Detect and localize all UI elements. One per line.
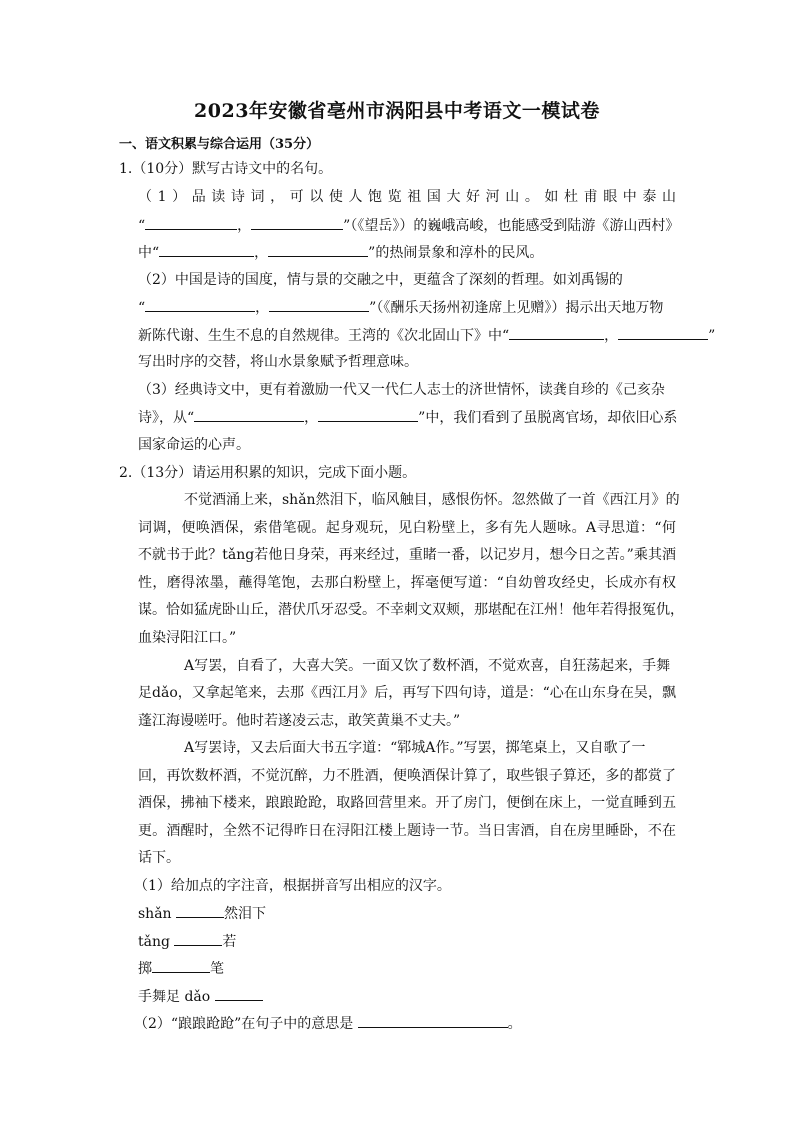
answer-blank[interactable] [251, 215, 343, 230]
answer-blank[interactable] [145, 215, 237, 230]
page-title: 2023年安徽省亳州市涡阳县中考语文一模试卷 [194, 100, 600, 122]
passage-line: 词调，便唤酒保，索借笔砚。起身观玩，见白粉壁上，多有先人题咏。A寻思道：“何 [138, 520, 676, 536]
answer-blank[interactable] [174, 931, 222, 946]
subquestion-2: （2）“踉踉跄跄”在句子中的意思是 。 [134, 1013, 522, 1034]
question-2-heading: 2.（13分）请运用积累的知识，完成下面小题。 [119, 465, 417, 481]
fill-item: 手舞足 dǎo [138, 986, 263, 1007]
answer-blank[interactable] [618, 325, 708, 340]
q1-part2-line1: （2）中国是诗的国度，情与景的交融之中，更蕴含了深刻的哲理。如刘禹锡的 [138, 272, 623, 288]
answer-blank[interactable] [176, 903, 224, 918]
section-heading: 一、语文积累与综合运用（35分） [119, 137, 320, 152]
answer-blank[interactable] [215, 986, 263, 1001]
q1-part1-line2: “ ， ”（《望岳》）的巍峨高峻，也能感受到陆游《游山西村》 [138, 215, 679, 236]
passage-line: 不觉酒涌上来，shǎn然泪下，临风触目，感恨伤怀。忽然做了一首《西江月》的 [184, 492, 680, 508]
passage-line: 回，再饮数杯酒，不觉沉醉，力不胜酒，便唤酒保计算了，取些银子算还，多的都赏了 [138, 768, 676, 784]
q1-part3-line3: 国家命运的心声。 [138, 437, 250, 453]
question-1-heading: 1.（10分）默写古诗文中的名句。 [119, 161, 333, 177]
fill-item: 掷 笔 [138, 958, 224, 979]
passage-line: 不就书于此？tǎng若他日身荣，再来经过，重睹一番，以记岁月，想今日之苦。”乘其酒 [138, 547, 676, 563]
answer-blank[interactable] [194, 407, 304, 422]
passage-line: 话下。 [138, 850, 180, 866]
answer-blank[interactable] [159, 242, 254, 257]
passage-line: A写罢诗，又去后面大书五字道：“郓城A作。”写罢，掷笔桌上，又自歌了一 [184, 740, 646, 756]
passage-line: 性，磨得浓墨，蘸得笔饱，去那白粉壁上，挥毫便写道：“自幼曾攻经史，长成亦有权 [138, 575, 676, 591]
subquestion-1: （1）给加点的字注音，根据拼音写出相应的汉字。 [134, 878, 451, 894]
q1-part2-line2: “ ， ”（《酬乐天扬州初逢席上见赠》）揭示出天地万物 [138, 297, 663, 318]
passage-line: 更。酒醒时，全然不记得昨日在浔阳江楼上题诗一节。当日害酒，自在房里睡卧，不在 [138, 823, 676, 839]
passage-line: 足dǎo，又拿起笔来，去那《西江月》后，再写下四句诗，道是：“心在山东身在吴，飘 [138, 685, 676, 701]
passage-line: A写罢，自看了，大喜大笑。一面又饮了数杯酒，不觉欢喜，自狂荡起来，手舞 [184, 658, 671, 674]
answer-blank[interactable] [152, 958, 210, 973]
q1-part2-line4: 写出时序的交替，将山水景象赋予哲理意味。 [138, 354, 418, 370]
answer-blank[interactable] [269, 297, 369, 312]
passage-line: 酒保，拂袖下楼来，踉踉跄跄，取路回营里来。开了房门，便倒在床上，一觉直睡到五 [138, 795, 676, 811]
answer-blank[interactable] [268, 242, 368, 257]
answer-blank[interactable] [358, 1013, 508, 1028]
passage-line: 蓬江海谩嗟吁。他时若遂凌云志，敢笑黄巢不丈夫。” [138, 713, 461, 729]
q1-part3-line2: 诗》，从“ ， ”中，我们看到了虽脱离官场，却依旧心系 [138, 407, 677, 428]
q1-part2-line3: 新陈代谢、生生不息的自然规律。王湾的《次北固山下》中“ ， ” [138, 325, 715, 346]
q1-part1-line3: 中“ ， ”的热闹景象和淳朴的民风。 [138, 242, 543, 263]
fill-item: shǎn 然泪下 [138, 903, 266, 924]
answer-blank[interactable] [509, 325, 604, 340]
answer-blank[interactable] [318, 407, 418, 422]
passage-line: 谋。恰如猛虎卧山丘，潜伏爪牙忍受。不幸刺文双颊，那堪配在江州！他年若得报冤仇， [138, 602, 684, 618]
q1-part1-line1: （1）品读诗词，可以使人饱览祖国大好河山。如杜甫眼中泰山 [138, 189, 676, 205]
answer-blank[interactable] [145, 297, 255, 312]
q1-part3-line1: （3）经典诗文中，更有着激励一代又一代仁人志士的济世情怀，读龚自珍的《己亥杂 [138, 382, 665, 398]
fill-item: tǎng 若 [138, 931, 236, 952]
passage-line: 血染浔阳江口。” [138, 630, 237, 646]
